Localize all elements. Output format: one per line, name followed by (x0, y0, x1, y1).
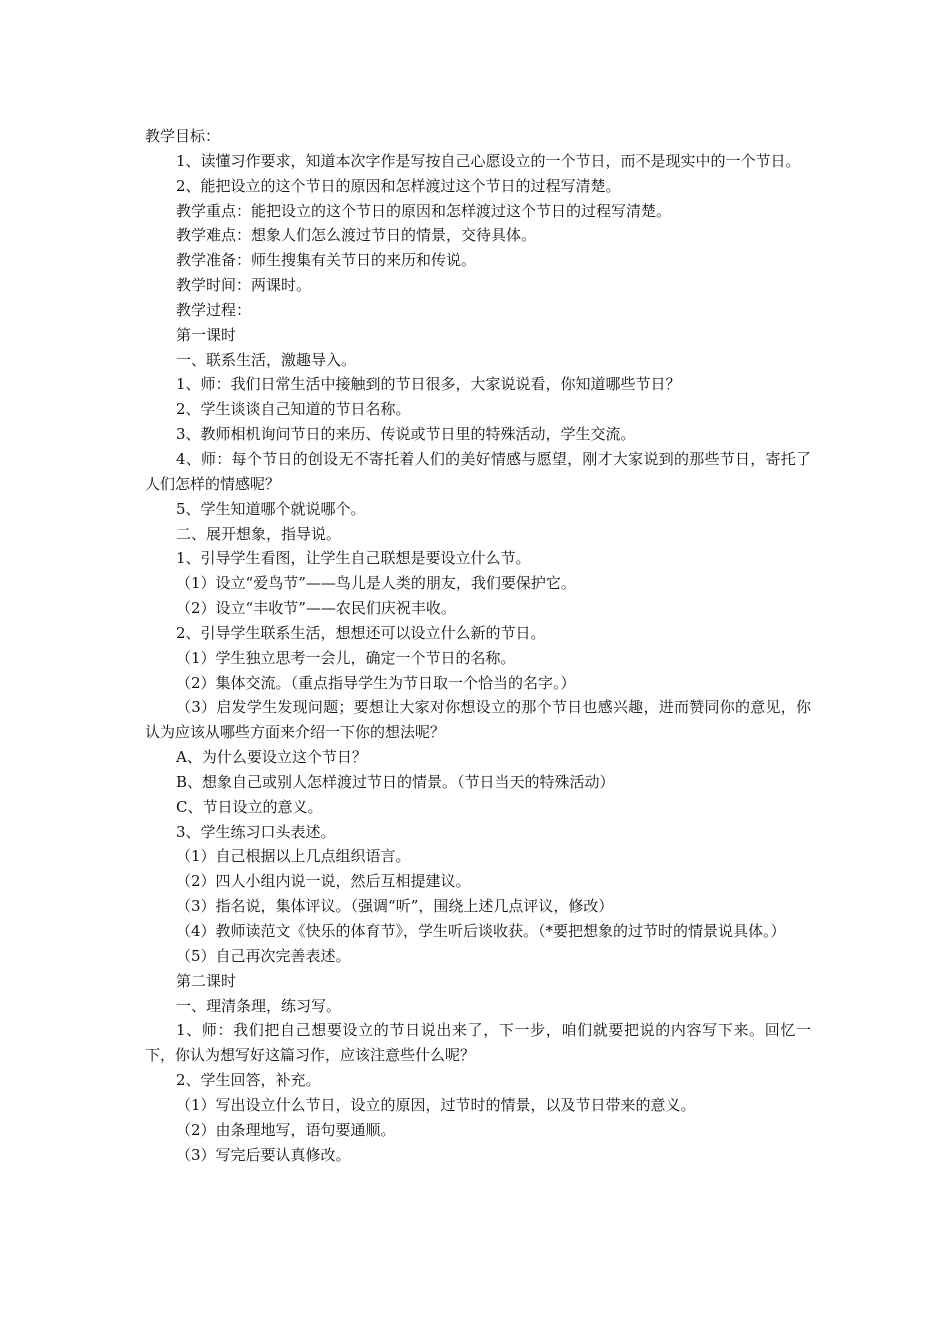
sub-item: （1）学生独立思考一会儿，确定一个节日的名称。 (176, 648, 516, 667)
list-item: 3、教师相机询问节日的来历、传说或节日里的特殊活动，学生交流。 (176, 425, 636, 444)
point-item: C、节日设立的意义。 (176, 797, 323, 816)
list-item: 3、学生练习口头表述。 (176, 822, 336, 841)
preparation: 教学准备：师生搜集有关节日的来历和传说。 (176, 251, 477, 270)
goal-item: 2、能把设立的这个节日的原因和怎样渡过这个节日的过程写清楚。 (176, 176, 621, 195)
sub-item: （5）自己再次完善表述。 (176, 946, 351, 965)
sub-item: （4）教师读范文《快乐的体育节》，学生听后谈收获。（*要把想象的过节时的情景说具体。） (176, 922, 786, 940)
section-heading: 一、理清条理，练习写。 (176, 996, 342, 1015)
teaching-time: 教学时间：两课时。 (176, 276, 312, 295)
sub-item: （3）写完后要认真修改。 (176, 1145, 351, 1164)
list-item: 4、师：每个节日的创设无不寄托着人们的美好情感与愿望，刚才大家说到的那些节日，寄托了人们怎样的情感呢？ (145, 449, 811, 493)
lesson-title: 第一课时 (176, 325, 237, 344)
objectives-heading: 教学目标： (145, 127, 221, 145)
list-item: 2、学生回答，补充。 (176, 1071, 321, 1090)
sub-item: （2）设立“丰收节”——农民们庆祝丰收。 (176, 599, 456, 618)
section-heading: 一、联系生活，激趣导入。 (176, 350, 357, 369)
sub-item: （2）集体交流。（重点指导学生为节日取一个恰当的名字。） (176, 673, 576, 692)
process-heading: 教学过程： (176, 300, 252, 319)
sub-item: （1）设立“爱鸟节”——鸟儿是人类的朋友，我们要保护它。 (176, 574, 576, 593)
key-point: 教学重点：能把设立的这个节日的原因和怎样渡过这个节日的过程写清楚。 (176, 201, 672, 220)
sub-item: （2）由条理地写，语句要通顺。 (176, 1120, 396, 1139)
sub-item: （3）启发学生发现问题；要想让大家对你想设立的那个节日也感兴趣，进而赞同你的意见，你认为应该从哪些方面来介绍一下你的想法呢？ (145, 698, 811, 742)
difficulty: 教学难点：想象人们怎么渡过节日的情景，交待具体。 (176, 226, 537, 245)
goal-item: 1、读懂习作要求，知道本次字作是写按自己心愿设立的一个节日，而不是现实中的一个节日。 (176, 151, 801, 170)
point-item: B、想象自己或别人怎样渡过节日的情景。（节日当天的特殊活动） (176, 772, 615, 791)
section-heading: 二、展开想象，指导说。 (176, 524, 342, 543)
sub-item: （3）指名说，集体评议。（强调“听”，围绕上述几点评议，修改） (176, 897, 614, 916)
list-item: 2、引导学生联系生活，想想还可以设立什么新的节日。 (176, 623, 546, 642)
sub-item: （2）四人小组内说一说，然后互相提建议。 (176, 872, 471, 891)
list-item: 5、学生知道哪个就说哪个。 (176, 499, 366, 518)
lesson-title: 第二课时 (176, 971, 237, 990)
point-item: A、为什么要设立这个节日？ (176, 748, 367, 767)
list-item: 2、学生谈谈自己知道的节日名称。 (176, 400, 411, 419)
list-item: 1、师：我们日常生活中接触到的节日很多，大家说说看，你知道哪些节日？ (176, 375, 681, 394)
sub-item: （1）写出设立什么节日，设立的原因，过节时的情景，以及节日带来的意义。 (176, 1095, 696, 1114)
list-item: 1、师：我们把自己想要设立的节日说出来了，下一步，咱们就要把说的内容写下来。回忆一下，你认为想写好这篇习作，应该注意些什么呢？ (145, 1021, 811, 1065)
sub-item: （1）自己根据以上几点组织语言。 (176, 847, 411, 866)
list-item: 1、引导学生看图，让学生自己联想是要设立什么节。 (176, 549, 531, 568)
document-page (145, 124, 811, 1167)
